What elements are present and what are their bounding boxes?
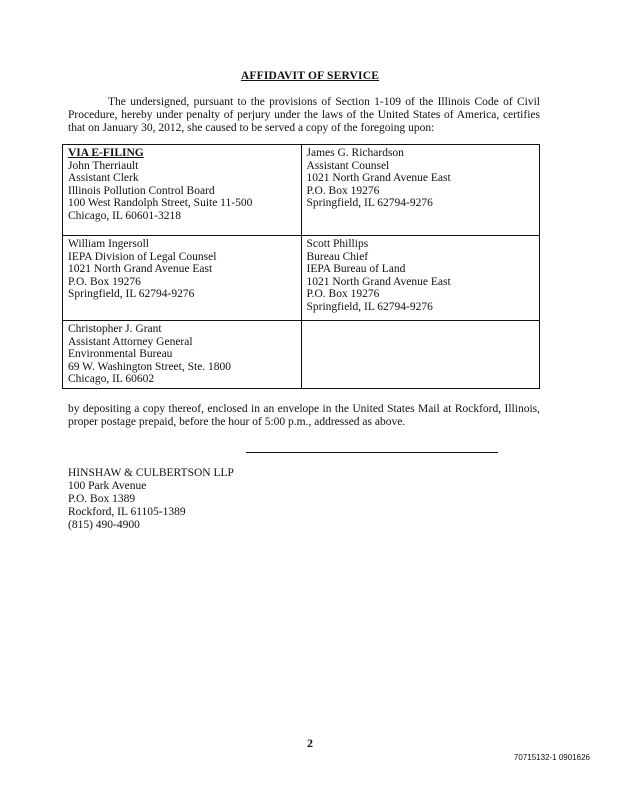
- recipient-city: Springfield, IL 62794-9276: [306, 300, 433, 313]
- service-list-table: [62, 144, 540, 389]
- recipient-title: Bureau Chief: [306, 250, 369, 263]
- recipient-cell: [63, 321, 302, 389]
- page-number: 2: [307, 736, 313, 750]
- recipient-pobox: P.O. Box 19276: [68, 275, 141, 288]
- recipient-city: Springfield, IL 62794-9276: [68, 288, 195, 300]
- recipient-city: Chicago, IL 60601-3218: [68, 209, 181, 222]
- recipient-org: IEPA Division of Legal Counsel: [68, 250, 217, 263]
- recipient-city: Springfield, IL 62794-9276: [306, 197, 433, 209]
- recipient-org: Illinois Pollution Control Board: [68, 184, 215, 197]
- recipient-cell: [63, 145, 302, 236]
- recipient-name: John Therriault: [68, 159, 139, 172]
- recipient-org: Environmental Bureau: [68, 348, 173, 360]
- recipient-org: IEPA Bureau of Land: [306, 263, 406, 275]
- document-title: AFFIDAVIT OF SERVICE: [240, 70, 380, 82]
- recipient-address: 69 W. Washington Street, Ste. 1800: [68, 360, 232, 373]
- table-row: [63, 321, 540, 389]
- recipient-title: Assistant Attorney General: [68, 335, 193, 348]
- firm-name: HINSHAW & CULBERTSON LLP: [68, 467, 234, 479]
- table-row: [63, 236, 540, 321]
- mailing-statement: by depositing a copy thereof, enclosed in an envelope in the United States Mail at Rockford, Illinois, proper postage prepaid, before the hour of 5:00 p.m., addressed as above.: [68, 403, 540, 428]
- recipient-address: 1021 North Grand Avenue East: [306, 172, 451, 184]
- signature-line: [246, 452, 498, 453]
- recipient-cell: [301, 236, 540, 321]
- firm-city: Rockford, IL 61105-1389: [68, 506, 186, 518]
- recipient-title: Assistant Clerk: [68, 172, 139, 184]
- recipient-name: Christopher J. Grant: [68, 323, 162, 335]
- firm-pobox: P.O. Box 1389: [68, 493, 136, 505]
- firm-street: 100 Park Avenue: [68, 480, 147, 492]
- recipient-title: Assistant Counsel: [306, 159, 390, 172]
- table-row: [63, 145, 540, 236]
- recipient-cell: [63, 236, 302, 321]
- recipient-name: William Ingersoll: [68, 238, 149, 250]
- delivery-method: VIA E-FILING: [68, 147, 144, 159]
- recipient-address: 1021 North Grand Avenue East: [68, 263, 213, 275]
- recipient-pobox: P.O. Box 19276: [306, 184, 380, 197]
- firm-block: [68, 467, 234, 532]
- recipient-address: 100 West Randolph Street, Suite 11-500: [68, 197, 253, 209]
- recipient-address: 1021 North Grand Avenue East: [306, 275, 451, 288]
- recipient-pobox: P.O. Box 19276: [306, 288, 380, 300]
- document-id: 70715132-1 0901626: [513, 753, 590, 762]
- firm-phone: (815) 490-4900: [68, 519, 140, 531]
- recipient-name: Scott Phillips: [306, 238, 369, 250]
- recipient-name: James G. Richardson: [306, 147, 404, 159]
- recipient-city: Chicago, IL 60602: [68, 373, 155, 385]
- empty-cell: [301, 321, 540, 389]
- intro-paragraph: The undersigned, pursuant to the provisions of Section 1-109 of the Illinois Code of Civil Procedure, hereby under penalty of perjury under the laws of the United States of America, certifies that on January 30, 2012, she caused to be served a copy of the foregoing upon:: [68, 96, 540, 134]
- recipient-cell: [301, 145, 540, 236]
